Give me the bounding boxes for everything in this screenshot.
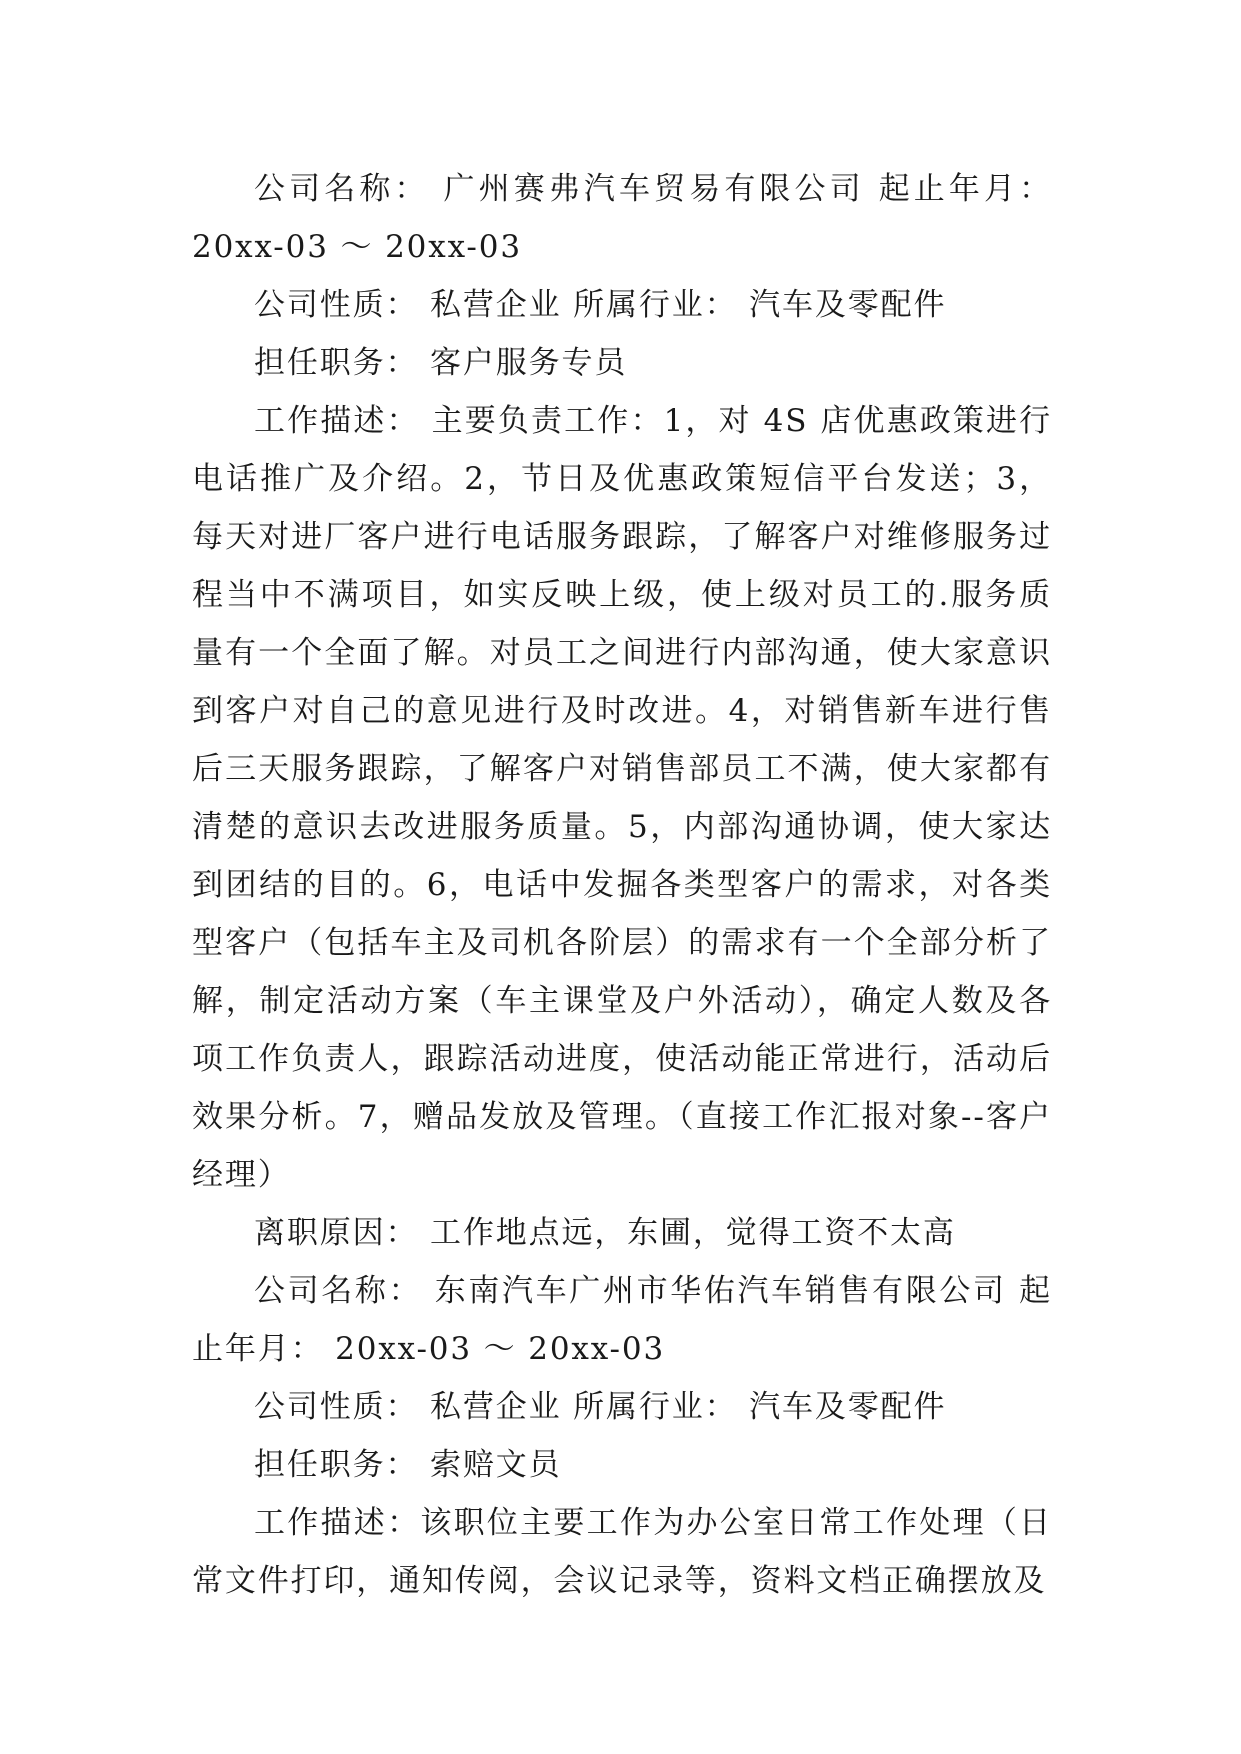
paragraph-job-description-1: 工作描述： 主要负责工作：1，对 4S 店优惠政策进行电话推广及介绍。2，节日及优惠政策短信平台发送；3，每天对进厂客户进行电话服务跟踪，了解客户对维修服务过程当中不满项目，如实反映上级，使上级对员工的.服务质量有一个全面了解。对员工之间进行内部沟通，使大家意识到客户对自己的意见进行及时改进。4，对销售新车进行售后三天服务跟踪，了解客户对销售部员工不满，使大家都有清楚的意识去改进服务质量。5，内部沟通协调，使大家达到团结的目的。6，电话中发掘各类型客户的需求，对各类型客户（包括车主及司机各阶层）的需求有一个全部分析了解，制定活动方案（车主课堂及户外活动），确定人数及各项工作负责人，跟踪活动进度，使活动能正常进行，活动后效果分析。7，赠品发放及管理。（直接工作汇报对象--客户经理）: [192, 403, 1052, 1193]
paragraph-position-1: 担任职务： 客户服务专员: [254, 345, 628, 381]
paragraph-company-name-2: 公司名称： 东南汽车广州市华佑汽车销售有限公司 起止年月： 20xx-03 ～ 20xx-03: [192, 1273, 1052, 1367]
paragraph-position-2: 担任职务： 索赔文员: [254, 1447, 562, 1483]
paragraph-job-description-2: 工作描述：该职位主要工作为办公室日常工作处理（日常文件打印，通知传阅，会议记录等，资料文档正确摆放及: [192, 1505, 1052, 1599]
document-body: [192, 160, 1064, 1610]
paragraph-company-type-1: 公司性质： 私营企业 所属行业： 汽车及零配件: [254, 287, 947, 323]
paragraph-company-name-1: 公司名称： 广州赛弗汽车贸易有限公司 起止年月： 20xx-03 ～ 20xx-03: [192, 171, 1064, 265]
paragraph-leave-reason-1: 离职原因： 工作地点远，东圃，觉得工资不太高: [254, 1215, 956, 1251]
paragraph-company-type-2: 公司性质： 私营企业 所属行业： 汽车及零配件: [254, 1389, 947, 1425]
